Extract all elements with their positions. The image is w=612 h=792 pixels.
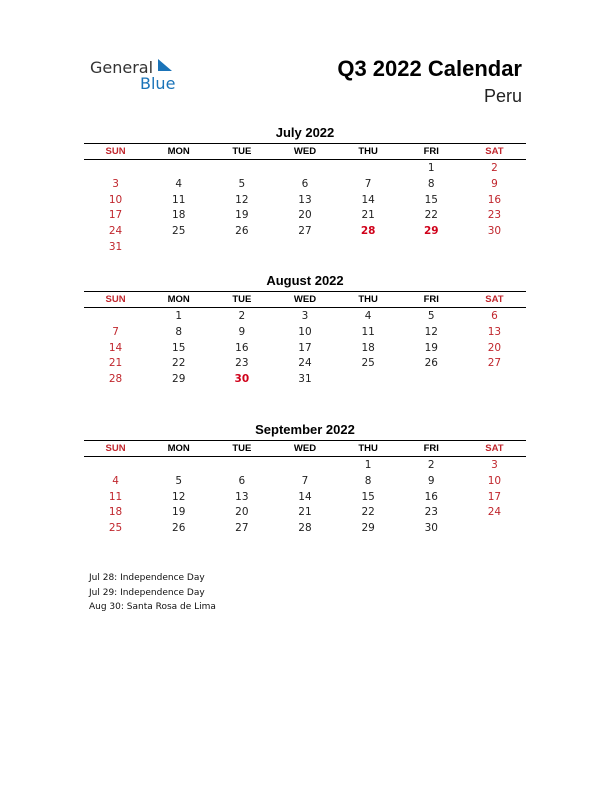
day-cell: 10 xyxy=(487,474,502,487)
day-cell: 27 xyxy=(298,225,312,238)
day-cell: 5 xyxy=(427,310,435,322)
day-cell: 26 xyxy=(235,225,249,238)
day-cell: 11 xyxy=(361,325,375,338)
empty-cell xyxy=(337,161,400,177)
day-cell: 9 xyxy=(238,325,246,338)
day-cell: 6 xyxy=(301,177,309,190)
day-cell: 15 xyxy=(361,490,375,503)
day-cell: 25 xyxy=(172,225,186,238)
day-cell: 11 xyxy=(172,193,186,206)
day-cell: 23 xyxy=(487,209,502,222)
day-cell: 1 xyxy=(364,459,372,471)
day-cell: 21 xyxy=(361,209,375,222)
day-cell: 18 xyxy=(172,209,186,222)
page-title: Q3 2022 Calendar xyxy=(337,56,522,81)
day-cell: 5 xyxy=(175,474,183,487)
day-cell: 10 xyxy=(298,325,312,338)
day-cell: 2 xyxy=(427,459,435,471)
day-cell: 30 xyxy=(487,225,502,238)
day-cell: 3 xyxy=(301,310,309,322)
day-cell: 10 xyxy=(108,193,123,206)
day-cell: 12 xyxy=(235,193,249,206)
day-cell: 19 xyxy=(235,209,249,222)
empty-cell xyxy=(84,458,147,474)
day-cell: 12 xyxy=(424,325,438,338)
day-cell: 7 xyxy=(301,474,309,487)
day-cell: 15 xyxy=(172,341,186,354)
day-cell: 7 xyxy=(112,325,119,338)
day-cell: 13 xyxy=(298,193,312,206)
weekday-header xyxy=(84,291,526,308)
day-cell: 9 xyxy=(427,474,435,487)
day-cell: 22 xyxy=(172,357,186,370)
day-cell: 20 xyxy=(298,209,312,222)
month-title: August 2022 xyxy=(266,273,344,288)
weekday-wed: WED xyxy=(293,146,317,157)
day-cell: 8 xyxy=(175,325,183,338)
day-cell: 1 xyxy=(175,310,183,322)
empty-cell xyxy=(210,458,273,474)
day-cell: 14 xyxy=(361,193,375,206)
month-july xyxy=(84,125,526,256)
holiday-day-cell: 28 xyxy=(360,225,376,238)
weekday-sat: SAT xyxy=(485,146,504,157)
weekday-wed: WED xyxy=(293,294,317,305)
weekday-tue: TUE xyxy=(232,146,252,157)
holiday-note: Jul 29: Independence Day xyxy=(89,587,205,598)
day-cell: 18 xyxy=(108,506,123,519)
day-grid xyxy=(84,309,526,388)
day-cell: 5 xyxy=(238,177,246,190)
day-cell: 2 xyxy=(491,162,498,174)
weekday-sun: SUN xyxy=(105,294,126,305)
day-cell: 21 xyxy=(298,506,312,519)
day-cell: 9 xyxy=(491,177,498,190)
day-cell: 29 xyxy=(361,522,375,535)
day-cell: 28 xyxy=(108,373,123,386)
day-cell: 23 xyxy=(424,506,438,519)
weekday-wed: WED xyxy=(293,443,317,454)
weekday-sat: SAT xyxy=(485,294,504,305)
day-cell: 31 xyxy=(108,240,123,253)
weekday-sat: SAT xyxy=(485,443,504,454)
weekday-fri: FRI xyxy=(423,443,439,454)
day-cell: 26 xyxy=(424,357,438,370)
day-cell: 17 xyxy=(298,341,312,354)
day-cell: 13 xyxy=(235,490,249,503)
day-cell: 24 xyxy=(108,225,123,238)
day-cell: 27 xyxy=(235,522,249,535)
day-cell: 20 xyxy=(235,506,249,519)
day-grid xyxy=(84,161,526,256)
weekday-mon: MON xyxy=(167,443,190,454)
day-cell: 14 xyxy=(298,490,312,503)
day-cell: 28 xyxy=(298,522,312,535)
day-cell: 25 xyxy=(108,522,123,535)
holiday-note: Aug 30: Santa Rosa de Lima xyxy=(89,602,216,612)
month-title: July 2022 xyxy=(275,125,335,140)
day-cell: 8 xyxy=(427,177,435,190)
day-cell: 18 xyxy=(361,341,375,354)
day-cell: 24 xyxy=(487,506,502,519)
day-cell: 30 xyxy=(424,522,438,535)
day-cell: 17 xyxy=(108,209,123,222)
weekday-mon: MON xyxy=(167,294,190,305)
weekday-sun: SUN xyxy=(105,146,126,157)
holiday-notes xyxy=(89,571,216,615)
month-august xyxy=(84,273,526,388)
day-cell: 7 xyxy=(364,177,372,190)
day-cell: 14 xyxy=(108,341,123,354)
day-cell: 29 xyxy=(172,373,186,386)
weekday-header xyxy=(84,440,526,457)
day-cell: 3 xyxy=(491,459,498,471)
country-name: Peru xyxy=(483,86,522,106)
day-cell: 19 xyxy=(424,341,438,354)
day-cell: 6 xyxy=(491,310,498,322)
logo-word-general: General xyxy=(90,58,154,77)
day-cell: 26 xyxy=(172,522,186,535)
weekday-header xyxy=(84,143,526,160)
day-cell: 2 xyxy=(238,310,246,322)
empty-cell xyxy=(84,161,147,177)
holiday-day-cell: 30 xyxy=(234,373,250,386)
month-september xyxy=(84,422,526,537)
day-cell: 23 xyxy=(235,357,249,370)
weekday-thu: THU xyxy=(358,146,378,157)
empty-cell xyxy=(273,161,336,177)
empty-cell xyxy=(84,309,147,325)
empty-cell xyxy=(147,161,210,177)
weekday-tue: TUE xyxy=(232,443,252,454)
day-cell: 27 xyxy=(487,357,502,370)
day-cell: 16 xyxy=(424,490,438,503)
weekday-tue: TUE xyxy=(232,294,252,305)
day-cell: 6 xyxy=(238,474,246,487)
day-cell: 16 xyxy=(235,341,249,354)
empty-cell xyxy=(147,458,210,474)
weekday-fri: FRI xyxy=(423,146,439,157)
holiday-note: Jul 28: Independence Day xyxy=(89,573,205,583)
day-cell: 21 xyxy=(108,357,123,370)
day-cell: 1 xyxy=(427,162,435,174)
day-cell: 12 xyxy=(172,490,186,503)
weekday-fri: FRI xyxy=(423,294,439,305)
day-cell: 11 xyxy=(108,490,123,503)
empty-cell xyxy=(210,161,273,177)
day-cell: 24 xyxy=(298,357,312,370)
weekday-thu: THU xyxy=(358,294,378,305)
weekday-mon: MON xyxy=(167,146,190,157)
day-cell: 20 xyxy=(487,341,502,354)
day-cell: 25 xyxy=(361,357,375,370)
logo-triangle-icon xyxy=(158,59,172,71)
holiday-day-cell: 29 xyxy=(423,225,439,238)
day-cell: 4 xyxy=(112,474,119,487)
day-cell: 19 xyxy=(172,506,186,519)
day-cell: 22 xyxy=(424,209,438,222)
logo-word-blue: Blue xyxy=(140,74,176,93)
day-cell: 17 xyxy=(487,490,502,503)
day-cell: 13 xyxy=(487,325,502,338)
day-grid xyxy=(84,458,526,537)
weekday-thu: THU xyxy=(358,443,378,454)
weekday-sun: SUN xyxy=(105,443,126,454)
day-cell: 15 xyxy=(424,193,438,206)
empty-cell xyxy=(273,458,336,474)
day-cell: 4 xyxy=(175,177,183,190)
day-cell: 3 xyxy=(112,177,119,190)
day-cell: 4 xyxy=(364,310,372,322)
day-cell: 22 xyxy=(361,506,375,519)
day-cell: 8 xyxy=(364,474,372,487)
day-cell: 16 xyxy=(487,193,502,206)
day-cell: 31 xyxy=(298,373,312,386)
month-title: September 2022 xyxy=(255,422,355,437)
